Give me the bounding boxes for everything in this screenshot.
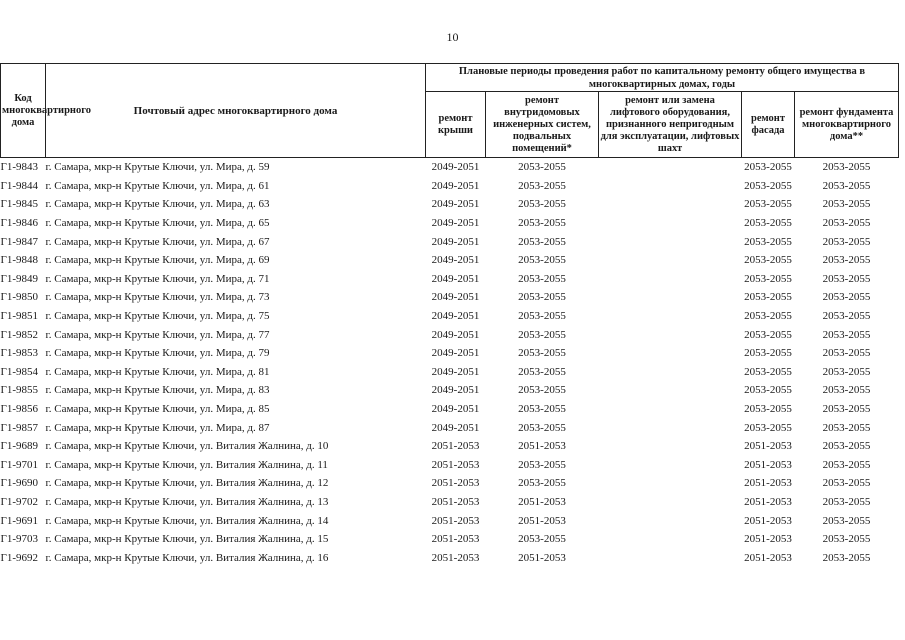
roof-period-cell: 2051-2053: [431, 514, 480, 527]
table-row: [1, 363, 899, 382]
elevator-period-cell: [599, 381, 742, 400]
foundation-period-cell: 2053-2055: [822, 533, 871, 546]
elevator-period-cell: [599, 270, 742, 289]
foundation-period-cell: 2053-2055: [822, 235, 871, 248]
systems-period-cell: 2053-2055: [518, 161, 566, 174]
facade-period-cell: 2051-2053: [744, 477, 792, 490]
facade-period-cell: 2053-2055: [744, 161, 792, 174]
roof-period-cell: 2049-2051: [431, 179, 480, 192]
address-cell: г. Самара, мкр-н Крутые Ключи, ул. Виталия Жалнина, д. 14: [45, 514, 329, 527]
table-row: [1, 493, 899, 512]
table-row: [1, 381, 899, 400]
elevator-period-cell: [599, 548, 742, 567]
foundation-period-cell: 2053-2055: [822, 421, 871, 434]
table-row: [1, 548, 899, 567]
elevator-period-cell: [599, 437, 742, 456]
house-code-cell: Г1-9853: [0, 347, 39, 360]
house-code-cell: Г1-9855: [0, 384, 39, 397]
table-row: [1, 530, 899, 549]
foundation-period-cell: 2053-2055: [822, 347, 871, 360]
elevator-period-cell: [599, 325, 742, 344]
header-row-main: [1, 64, 899, 92]
facade-period-cell: 2053-2055: [744, 217, 792, 230]
address-cell: г. Самара, мкр-н Крутые Ключи, ул. Мира, д. 63: [45, 198, 270, 211]
facade-period-cell: 2053-2055: [744, 254, 792, 267]
elevator-period-cell: [599, 288, 742, 307]
foundation-period-cell: 2053-2055: [822, 291, 871, 304]
roof-period-cell: 2049-2051: [431, 254, 480, 267]
address-cell: г. Самара, мкр-н Крутые Ключи, ул. Мира, д. 61: [45, 179, 270, 192]
facade-header: ремонт фасада: [742, 92, 795, 158]
roof-period-cell: 2051-2053: [431, 533, 480, 546]
house-code-cell: Г1-9691: [0, 514, 39, 527]
roof-period-cell: 2049-2051: [431, 328, 480, 341]
roof-period-cell: 2049-2051: [431, 403, 480, 416]
facade-period-cell: 2053-2055: [744, 198, 792, 211]
house-code-cell: Г1-9701: [0, 458, 39, 471]
address-cell: г. Самара, мкр-н Крутые Ключи, ул. Мира, д. 67: [45, 235, 270, 248]
roof-period-cell: 2049-2051: [431, 161, 480, 174]
facade-period-cell: 2051-2053: [744, 440, 792, 453]
table-row: [1, 288, 899, 307]
facade-period-cell: 2051-2053: [744, 495, 792, 508]
facade-period-cell: 2053-2055: [744, 384, 792, 397]
code-header: Код многоквартирного дома: [1, 64, 46, 158]
systems-period-cell: 2053-2055: [518, 347, 566, 360]
elevator-period-cell: [599, 195, 742, 214]
elevator-period-cell: [599, 400, 742, 419]
address-cell: г. Самара, мкр-н Крутые Ключи, ул. Мира, д. 65: [45, 217, 270, 230]
facade-period-cell: 2053-2055: [744, 403, 792, 416]
house-code-cell: Г1-9849: [0, 272, 39, 285]
house-code-cell: Г1-9844: [0, 179, 39, 192]
table-header: [1, 64, 899, 158]
facade-period-cell: 2053-2055: [744, 235, 792, 248]
foundation-period-cell: 2053-2055: [822, 272, 871, 285]
table-body: [1, 158, 899, 568]
foundation-period-cell: 2053-2055: [822, 458, 871, 471]
table-row: [1, 214, 899, 233]
address-cell: г. Самара, мкр-н Крутые Ключи, ул. Виталия Жалнина, д. 15: [45, 533, 329, 546]
systems-period-cell: 2053-2055: [518, 421, 566, 434]
foundation-period-cell: 2053-2055: [822, 328, 871, 341]
roof-period-cell: 2049-2051: [431, 384, 480, 397]
elevator-period-cell: [599, 418, 742, 437]
systems-period-cell: 2051-2053: [518, 514, 566, 527]
foundation-period-cell: 2053-2055: [822, 514, 871, 527]
house-code-cell: Г1-9843: [0, 161, 39, 174]
elevator-period-cell: [599, 214, 742, 233]
table-row: [1, 251, 899, 270]
foundation-period-cell: 2053-2055: [822, 161, 871, 174]
systems-period-cell: 2053-2055: [518, 365, 566, 378]
facade-period-cell: 2053-2055: [744, 272, 792, 285]
address-cell: г. Самара, мкр-н Крутые Ключи, ул. Мира, д. 71: [45, 272, 270, 285]
elevator-period-cell: [599, 232, 742, 251]
table-row: [1, 325, 899, 344]
foundation-header: ремонт фундамента многоквартирного дома**: [795, 92, 899, 158]
systems-period-cell: 2051-2053: [518, 440, 566, 453]
address-cell: г. Самара, мкр-н Крутые Ключи, ул. Мира, д. 87: [45, 421, 270, 434]
roof-period-cell: 2051-2053: [431, 458, 480, 471]
house-code-cell: Г1-9692: [0, 551, 39, 564]
roof-period-cell: 2049-2051: [431, 310, 480, 323]
repair-schedule-table: [0, 63, 899, 567]
facade-period-cell: 2053-2055: [744, 365, 792, 378]
address-cell: г. Самара, мкр-н Крутые Ключи, ул. Мира, д. 69: [45, 254, 270, 267]
address-cell: г. Самара, мкр-н Крутые Ключи, ул. Мира, д. 75: [45, 310, 270, 323]
systems-period-cell: 2051-2053: [518, 495, 566, 508]
facade-period-cell: 2053-2055: [744, 310, 792, 323]
table-row: [1, 177, 899, 196]
systems-period-cell: 2053-2055: [518, 291, 566, 304]
roof-period-cell: 2051-2053: [431, 477, 480, 490]
systems-header: ремонт внутридомовых инженерных систем, подвальных помещений*: [486, 92, 599, 158]
roof-period-cell: 2049-2051: [431, 272, 480, 285]
elevator-period-cell: [599, 158, 742, 177]
facade-period-cell: 2053-2055: [744, 291, 792, 304]
roof-period-cell: 2051-2053: [431, 440, 480, 453]
roof-period-cell: 2051-2053: [431, 495, 480, 508]
roof-period-cell: 2049-2051: [431, 198, 480, 211]
table-row: [1, 511, 899, 530]
foundation-period-cell: 2053-2055: [822, 440, 871, 453]
table-row: [1, 270, 899, 289]
house-code-cell: Г1-9850: [0, 291, 39, 304]
page-number: 10: [446, 30, 459, 44]
address-cell: г. Самара, мкр-н Крутые Ключи, ул. Мира, д. 79: [45, 347, 270, 360]
foundation-period-cell: 2053-2055: [822, 310, 871, 323]
table-row: [1, 456, 899, 475]
table-row: [1, 307, 899, 326]
table-row: [1, 437, 899, 456]
foundation-period-cell: 2053-2055: [822, 384, 871, 397]
address-cell: г. Самара, мкр-н Крутые Ключи, ул. Мира, д. 85: [45, 403, 270, 416]
table-row: [1, 195, 899, 214]
elevator-period-cell: [599, 363, 742, 382]
elevator-period-cell: [599, 456, 742, 475]
roof-period-cell: 2051-2053: [431, 551, 480, 564]
house-code-cell: Г1-9857: [0, 421, 39, 434]
house-code-cell: Г1-9689: [0, 440, 39, 453]
systems-period-cell: 2051-2053: [518, 551, 566, 564]
roof-period-cell: 2049-2051: [431, 291, 480, 304]
table-row: [1, 344, 899, 363]
systems-period-cell: 2053-2055: [518, 254, 566, 267]
house-code-cell: Г1-9847: [0, 235, 39, 248]
systems-period-cell: 2053-2055: [518, 198, 566, 211]
house-code-cell: Г1-9852: [0, 328, 39, 341]
address-cell: г. Самара, мкр-н Крутые Ключи, ул. Виталия Жалнина, д. 11: [45, 458, 328, 471]
systems-period-cell: 2053-2055: [518, 310, 566, 323]
address-cell: г. Самара, мкр-н Крутые Ключи, ул. Мира, д. 59: [45, 161, 270, 174]
foundation-period-cell: 2053-2055: [822, 217, 871, 230]
address-header: Почтовый адрес многоквартирного дома: [46, 64, 426, 158]
address-cell: г. Самара, мкр-н Крутые Ключи, ул. Мира, д. 81: [45, 365, 270, 378]
systems-period-cell: 2053-2055: [518, 458, 566, 471]
elevator-period-cell: [599, 474, 742, 493]
systems-period-cell: 2053-2055: [518, 217, 566, 230]
elevator-header: ремонт или замена лифтового оборудования, признанного непригодным для эксплуатации, лифтовых шахт: [599, 92, 742, 158]
table-row: [1, 400, 899, 419]
address-cell: г. Самара, мкр-н Крутые Ключи, ул. Виталия Жалнина, д. 13: [45, 495, 329, 508]
house-code-cell: Г1-9854: [0, 365, 39, 378]
address-cell: г. Самара, мкр-н Крутые Ключи, ул. Виталия Жалнина, д. 10: [45, 440, 329, 453]
systems-period-cell: 2053-2055: [518, 235, 566, 248]
systems-period-cell: 2053-2055: [518, 328, 566, 341]
address-cell: г. Самара, мкр-н Крутые Ключи, ул. Виталия Жалнина, д. 16: [45, 551, 329, 564]
facade-period-cell: 2051-2053: [744, 458, 792, 471]
roof-period-cell: 2049-2051: [431, 235, 480, 248]
house-code-cell: Г1-9851: [0, 310, 39, 323]
elevator-period-cell: [599, 493, 742, 512]
house-code-cell: Г1-9690: [0, 477, 39, 490]
address-cell: г. Самара, мкр-н Крутые Ключи, ул. Мира, д. 83: [45, 384, 270, 397]
address-cell: г. Самара, мкр-н Крутые Ключи, ул. Мира, д. 73: [45, 291, 270, 304]
facade-period-cell: 2053-2055: [744, 421, 792, 434]
roof-period-cell: 2049-2051: [431, 421, 480, 434]
address-cell: г. Самара, мкр-н Крутые Ключи, ул. Виталия Жалнина, д. 12: [45, 477, 329, 490]
foundation-period-cell: 2053-2055: [822, 551, 871, 564]
elevator-period-cell: [599, 344, 742, 363]
systems-period-cell: 2053-2055: [518, 272, 566, 285]
house-code-cell: Г1-9848: [0, 254, 39, 267]
elevator-period-cell: [599, 511, 742, 530]
roof-header: ремонт крыши: [426, 92, 486, 158]
house-code-cell: Г1-9846: [0, 217, 39, 230]
elevator-period-cell: [599, 177, 742, 196]
elevator-period-cell: [599, 307, 742, 326]
table-row: [1, 418, 899, 437]
foundation-period-cell: 2053-2055: [822, 179, 871, 192]
periods-group-header: Плановые периоды проведения работ по капитальному ремонту общего имущества в многоквартирных домах, годы: [426, 64, 899, 92]
roof-period-cell: 2049-2051: [431, 365, 480, 378]
elevator-period-cell: [599, 530, 742, 549]
systems-period-cell: 2053-2055: [518, 403, 566, 416]
systems-period-cell: 2053-2055: [518, 384, 566, 397]
foundation-period-cell: 2053-2055: [822, 254, 871, 267]
table-row: [1, 474, 899, 493]
foundation-period-cell: 2053-2055: [822, 495, 871, 508]
address-cell: г. Самара, мкр-н Крутые Ключи, ул. Мира, д. 77: [45, 328, 270, 341]
table-row: [1, 232, 899, 251]
foundation-period-cell: 2053-2055: [822, 198, 871, 211]
house-code-cell: Г1-9856: [0, 403, 39, 416]
house-code-cell: Г1-9845: [0, 198, 39, 211]
roof-period-cell: 2049-2051: [431, 217, 480, 230]
house-code-cell: Г1-9703: [0, 533, 39, 546]
systems-period-cell: 2053-2055: [518, 533, 566, 546]
facade-period-cell: 2051-2053: [744, 551, 792, 564]
facade-period-cell: 2053-2055: [744, 328, 792, 341]
facade-period-cell: 2053-2055: [744, 347, 792, 360]
house-code-cell: Г1-9702: [0, 495, 39, 508]
facade-period-cell: 2051-2053: [744, 514, 792, 527]
systems-period-cell: 2053-2055: [518, 477, 566, 490]
foundation-period-cell: 2053-2055: [822, 365, 871, 378]
roof-period-cell: 2049-2051: [431, 347, 480, 360]
systems-period-cell: 2053-2055: [518, 179, 566, 192]
foundation-period-cell: 2053-2055: [822, 403, 871, 416]
facade-period-cell: 2053-2055: [744, 179, 792, 192]
table-row: [1, 158, 899, 177]
elevator-period-cell: [599, 251, 742, 270]
foundation-period-cell: 2053-2055: [822, 477, 871, 490]
facade-period-cell: 2051-2053: [744, 533, 792, 546]
